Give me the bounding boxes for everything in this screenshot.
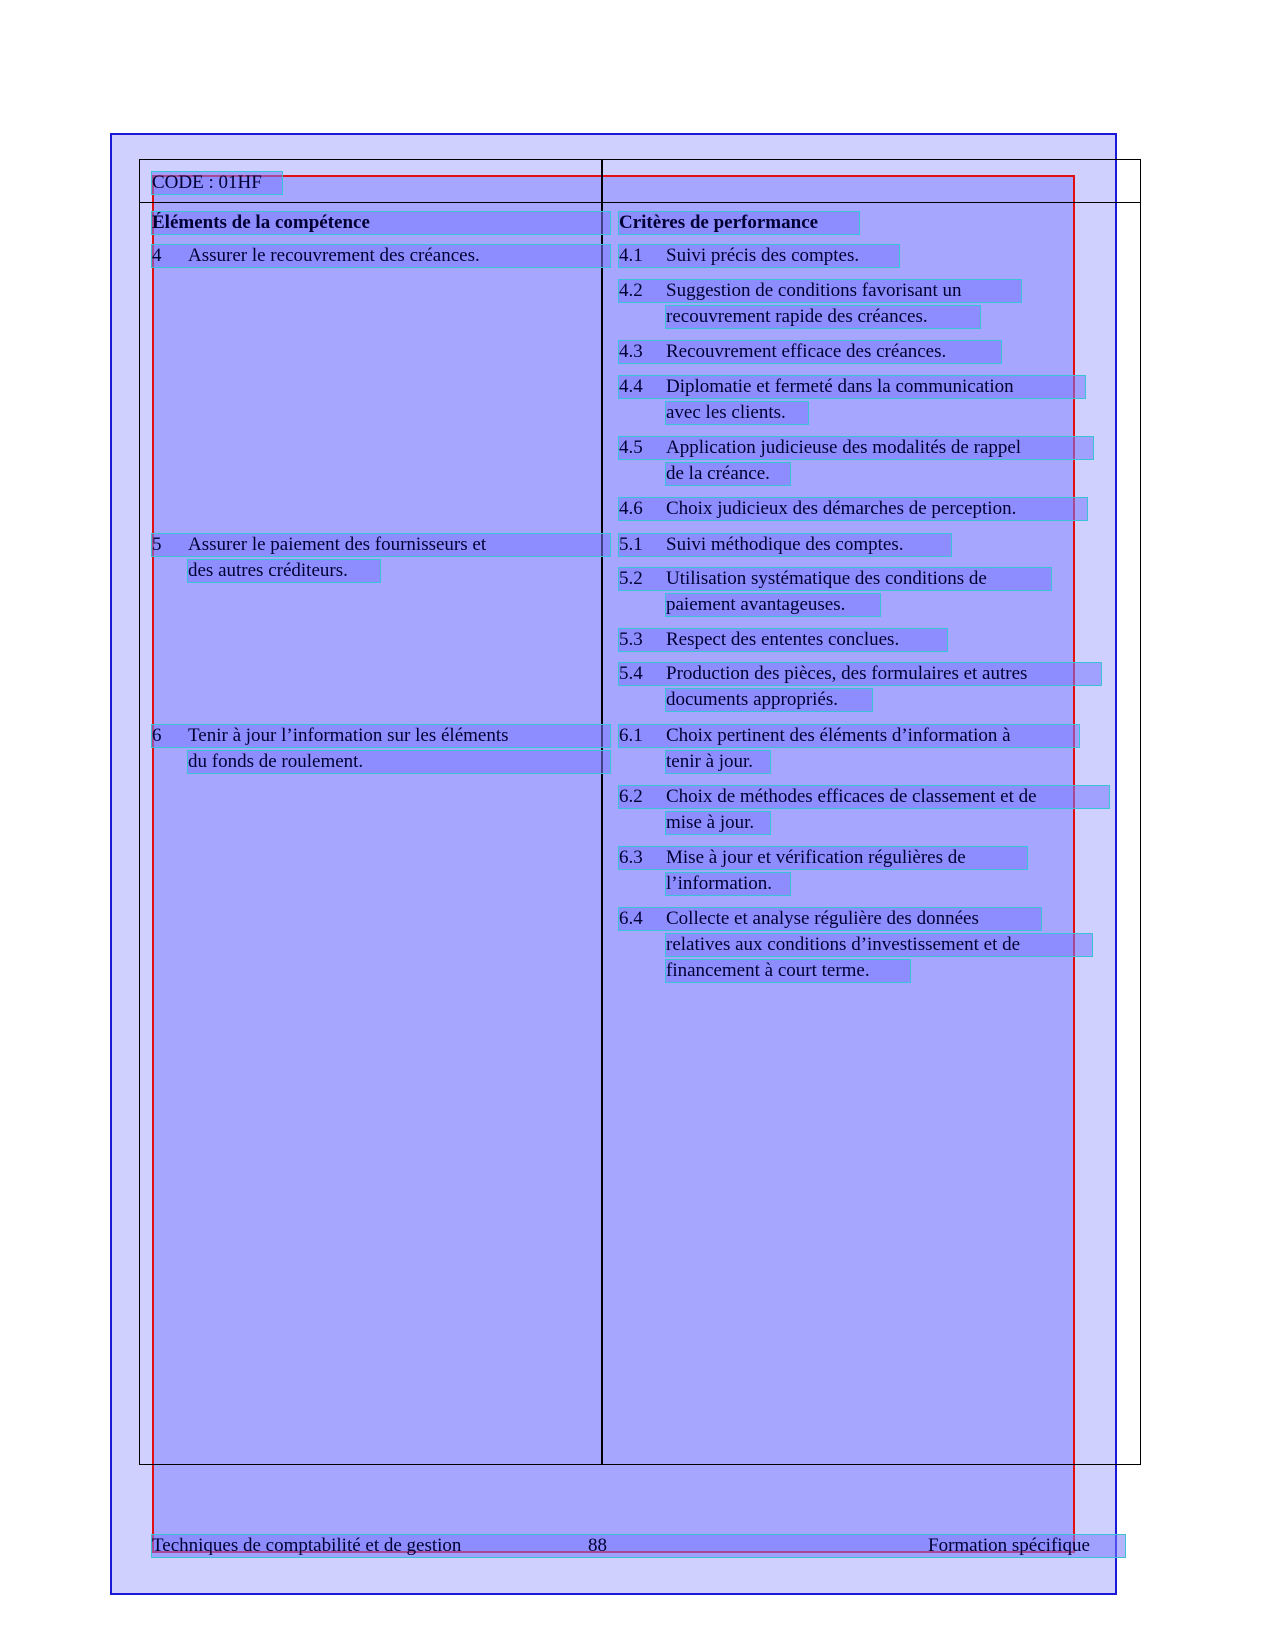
element-text: Assurer le paiement des fournisseurs et [188, 534, 487, 555]
criterion-text: Utilisation systématique des conditions de [666, 568, 987, 589]
criterion-5-2 [619, 568, 1051, 590]
criterion-text: Diplomatie et fermeté dans la communication [666, 376, 1014, 397]
element-5-line-2: des autres créditeurs. [188, 560, 380, 582]
criterion-4-4 [619, 376, 1085, 398]
criterion-number: 6.2 [619, 786, 643, 807]
criterion-text: Collecte et analyse régulière des données [666, 908, 979, 929]
page-number: 88 [588, 1535, 607, 1556]
criterion-number: 5.4 [619, 663, 643, 684]
criterion-text: Suggestion de conditions favorisant un [666, 280, 962, 301]
footer-program-title: Techniques de comptabilité et de gestion [152, 1535, 462, 1556]
footer-section-title: Formation spécifique [928, 1535, 1090, 1556]
code-label: CODE : 01HF [152, 172, 282, 194]
element-4-row [152, 245, 610, 267]
criterion-number: 4.3 [619, 341, 643, 362]
criterion-number: 4.1 [619, 245, 643, 266]
criterion-number: 4.2 [619, 280, 643, 301]
criterion-number: 6.4 [619, 908, 643, 929]
criterion-6-3-line-2: l’information. [666, 873, 790, 895]
criterion-5-1 [619, 534, 951, 556]
criterion-5-2-line-2: paiement avantageuses. [666, 594, 880, 616]
criterion-6-1 [619, 725, 1079, 747]
criterion-4-2 [619, 280, 1021, 302]
table-column-divider [601, 159, 603, 1465]
element-number: 6 [152, 725, 162, 746]
criterion-number: 5.1 [619, 534, 643, 555]
element-6-line-2: du fonds de roulement. [188, 751, 610, 773]
criterion-text: Choix pertinent des éléments d’information à [666, 725, 1011, 746]
criterion-number: 4.5 [619, 437, 643, 458]
criterion-6-1-line-2: tenir à jour. [666, 751, 770, 773]
criterion-number: 4.6 [619, 498, 643, 519]
criterion-5-3 [619, 629, 947, 651]
criterion-number: 5.2 [619, 568, 643, 589]
element-text: Tenir à jour l’information sur les éléments [188, 725, 509, 746]
criterion-4-3 [619, 341, 1001, 363]
elements-column-title: Éléments de la compétence [152, 212, 610, 234]
criterion-text: Recouvrement efficace des créances. [666, 341, 947, 362]
table-header-divider [139, 202, 1141, 203]
criterion-6-2-line-2: mise à jour. [666, 812, 770, 834]
criterion-4-1 [619, 245, 899, 267]
element-number: 4 [152, 245, 162, 266]
criterion-text: Respect des ententes conclues. [666, 629, 900, 650]
criterion-number: 5.3 [619, 629, 643, 650]
criterion-number: 6.1 [619, 725, 643, 746]
criterion-text: Suivi précis des comptes. [666, 245, 860, 266]
criterion-4-4-line-2: avec les clients. [666, 402, 808, 424]
criterion-4-2-line-2: recouvrement rapide des créances. [666, 306, 980, 328]
criterion-number: 6.3 [619, 847, 643, 868]
element-number: 5 [152, 534, 162, 555]
criterion-text: Mise à jour et vérification régulières de [666, 847, 966, 868]
element-5-row [152, 534, 610, 556]
criterion-6-4-line-2: relatives aux conditions d’investissement et de [666, 934, 1092, 956]
criterion-text: Choix de méthodes efficaces de classement et de [666, 786, 1037, 807]
criterion-number: 4.4 [619, 376, 643, 397]
criterion-5-4-line-2: documents appropriés. [666, 689, 872, 711]
criterion-text: Production des pièces, des formulaires et autres [666, 663, 1028, 684]
criterion-6-4-line-3: financement à court terme. [666, 960, 910, 982]
criteria-column-title: Critères de performance [619, 212, 859, 234]
criterion-6-2 [619, 786, 1109, 808]
criterion-4-5-line-2: de la créance. [666, 463, 790, 485]
criterion-text: Suivi méthodique des comptes. [666, 534, 904, 555]
criterion-4-5 [619, 437, 1093, 459]
criterion-text: Application judicieuse des modalités de rappel [666, 437, 1022, 458]
criterion-6-4 [619, 908, 1041, 930]
criterion-6-3 [619, 847, 1027, 869]
element-text: Assurer le recouvrement des créances. [188, 245, 480, 266]
criterion-4-6 [619, 498, 1087, 520]
criterion-text: Choix judicieux des démarches de perception. [666, 498, 1017, 519]
element-6-row [152, 725, 610, 747]
criterion-5-4 [619, 663, 1101, 685]
